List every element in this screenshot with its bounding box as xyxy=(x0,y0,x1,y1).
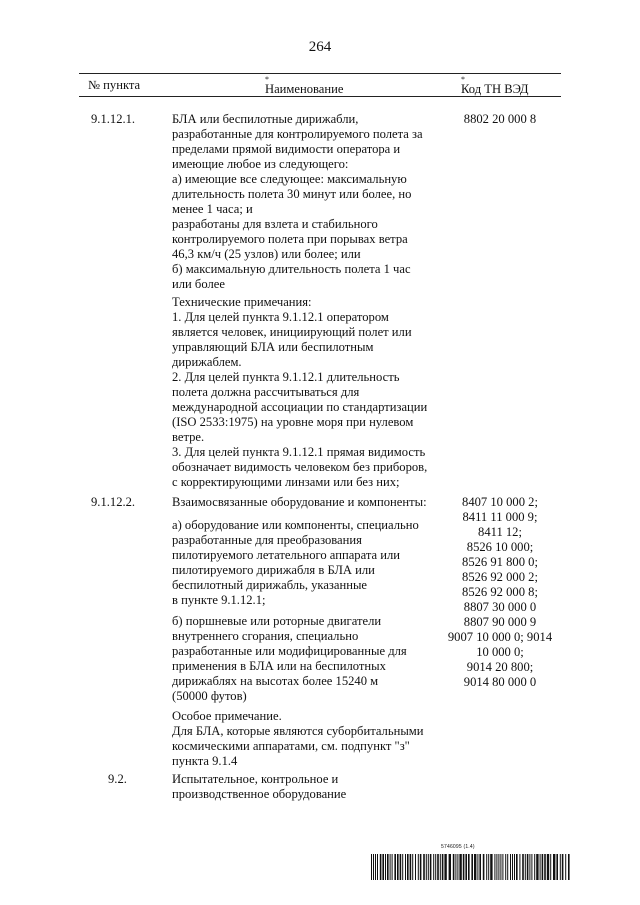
text-line: Испытательное, контрольное и xyxy=(172,772,339,786)
barcode-bar xyxy=(527,854,529,880)
barcode-bar xyxy=(502,854,503,880)
barcode-bar xyxy=(410,854,412,880)
barcode-bar xyxy=(405,854,406,880)
note-line: 1. Для целей пункта 9.1.12.1 оператором xyxy=(172,310,389,324)
item-part-b xyxy=(172,614,407,704)
header-code xyxy=(461,74,529,96)
note-line: управляющий БЛА или беспилотным xyxy=(172,340,374,354)
barcode-bar xyxy=(449,854,451,880)
barcode-bar xyxy=(471,854,473,880)
barcode-bar xyxy=(385,854,386,880)
note-line: является человек, инициирующий полет или xyxy=(172,325,412,339)
barcode-bar xyxy=(459,854,461,880)
item-description xyxy=(172,772,346,802)
barcode-bar xyxy=(562,854,564,880)
barcode-bar xyxy=(525,854,526,880)
barcode xyxy=(371,854,572,880)
note-line: полета должна рассчитываться для xyxy=(172,385,360,399)
tnved-code: 9014 20 800; xyxy=(466,660,534,674)
barcode-bar xyxy=(400,854,402,880)
text-line: Особое примечание. xyxy=(172,709,282,723)
tnved-code: 9007 10 000 0; 9014 xyxy=(447,630,553,644)
barcode-bar xyxy=(437,854,439,880)
barcode-bar xyxy=(426,854,427,880)
barcode-bar xyxy=(531,854,532,880)
note-line: дирижаблем. xyxy=(172,355,242,369)
barcode-bar xyxy=(394,854,396,880)
text-line: б) максимальную длительность полета 1 час xyxy=(172,262,411,276)
barcode-bar xyxy=(468,854,470,880)
barcode-bar xyxy=(490,854,492,880)
header-code-label: Код ТН ВЭД xyxy=(461,82,529,96)
barcode-bar xyxy=(510,854,511,880)
text-line: Для БЛА, которые являются суборбитальными xyxy=(172,724,424,738)
barcode-bar xyxy=(565,854,566,880)
barcode-bar xyxy=(444,854,446,880)
text-line: Взаимосвязанные оборудование и компоненты: xyxy=(172,495,427,509)
note-line: 3. Для целей пункта 9.1.12.1 прямая видимость xyxy=(172,445,426,459)
barcode-bar xyxy=(397,854,399,880)
text-line: применения в БЛА или на беспилотных xyxy=(172,659,386,673)
barcode-bar xyxy=(553,854,555,880)
item-description xyxy=(172,112,423,292)
text-line: в пункте 9.1.12.1; xyxy=(172,593,266,607)
barcode-bar xyxy=(516,854,518,880)
note-line: с корректирующими линзами или без них; xyxy=(172,475,400,489)
header-name-label: Наименование xyxy=(265,82,344,96)
barcode-bar xyxy=(423,854,425,880)
text-line: производственное оборудование xyxy=(172,787,347,801)
tnved-code: 8807 90 000 9 xyxy=(463,615,537,629)
text-line: разработаны для взлета и стабильного xyxy=(172,217,378,231)
barcode-bar xyxy=(430,854,432,880)
barcode-bar xyxy=(477,854,478,880)
barcode-bar xyxy=(453,854,455,880)
tnved-code: 8807 30 000 0 xyxy=(463,600,537,614)
barcode-bar xyxy=(380,854,382,880)
footnote-mark: * xyxy=(265,74,269,84)
text-line: БЛА или беспилотные дирижабли, xyxy=(172,112,359,126)
footnote-mark: * xyxy=(461,74,465,84)
tnved-code: 8526 91 800 0; xyxy=(462,555,538,569)
barcode-bar xyxy=(455,854,456,880)
text-line: а) имеющие все следующее: максимальную xyxy=(172,172,407,186)
barcode-label: 5746095 (1.4) xyxy=(441,844,475,850)
barcode-bar xyxy=(547,854,549,880)
item-codes xyxy=(440,495,560,690)
header-name xyxy=(265,74,344,96)
barcode-bar xyxy=(507,854,508,880)
tnved-code: 10 000 0; xyxy=(476,645,524,659)
text-line: космическими аппаратами, см. подпункт "з" xyxy=(172,739,410,753)
barcode-bar xyxy=(407,854,409,880)
text-line: (50000 футов) xyxy=(172,689,247,703)
barcode-bar xyxy=(371,854,372,880)
barcode-bar xyxy=(560,854,561,880)
barcode-bar xyxy=(534,854,535,880)
barcode-bar xyxy=(498,854,499,880)
tnved-code: 9014 80 000 0 xyxy=(463,675,537,689)
barcode-bar xyxy=(544,854,546,880)
note-line: ветре. xyxy=(172,430,205,444)
barcode-bar xyxy=(465,854,467,880)
tnved-code: 8411 11 000 9; xyxy=(462,510,538,524)
barcode-bar xyxy=(488,854,489,880)
text-line: длительность полета 30 минут или более, но xyxy=(172,187,412,201)
special-note xyxy=(172,709,424,769)
item-number: 9.2. xyxy=(108,772,127,786)
barcode-bar xyxy=(418,854,419,880)
barcode-bar xyxy=(463,854,465,880)
barcode-bar xyxy=(420,854,422,880)
barcode-bar xyxy=(375,854,376,880)
barcode-bar xyxy=(440,854,441,880)
barcode-bar xyxy=(483,854,485,880)
tnved-code: 8407 10 000 2; xyxy=(462,495,538,509)
barcode-bar xyxy=(382,854,384,880)
barcode-bar xyxy=(402,854,403,880)
barcode-bar xyxy=(412,854,413,880)
barcode-bar xyxy=(435,854,436,880)
text-line: беспилотный дирижабль, указанные xyxy=(172,578,368,592)
item-number: 9.1.12.2. xyxy=(91,495,136,509)
note-line: 2. Для целей пункта 9.1.12.1 длительность xyxy=(172,370,400,384)
tnved-code: 8526 10 000; xyxy=(466,540,534,554)
barcode-bar xyxy=(390,854,391,880)
barcode-bar xyxy=(522,854,524,880)
barcode-bar xyxy=(540,854,541,880)
note-line: обозначает видимость человеком без приборов, xyxy=(172,460,428,474)
text-line: контролируемого полета при порывах ветра xyxy=(172,232,408,246)
text-line: или более xyxy=(172,277,225,291)
barcode-bar xyxy=(512,854,513,880)
tnved-code: 8526 92 000 2; xyxy=(462,570,538,584)
barcode-bar xyxy=(377,854,378,880)
barcode-bar xyxy=(457,854,458,880)
barcode-bar xyxy=(542,854,544,880)
table-header xyxy=(79,73,561,97)
text-line: разработанные для преобразования xyxy=(172,533,362,547)
barcode-bar xyxy=(433,854,434,880)
text-line: пилотируемого дирижабля в БЛА или xyxy=(172,563,375,577)
page-number: 264 xyxy=(308,39,332,55)
barcode-bar xyxy=(373,854,374,880)
barcode-bar xyxy=(387,854,389,880)
barcode-bar xyxy=(505,854,506,880)
barcode-bar xyxy=(428,854,429,880)
technical-notes xyxy=(172,295,427,490)
text-line: внутреннего сгорания, специально xyxy=(172,629,359,643)
text-line: пределами прямой видимости оператора и xyxy=(172,142,401,156)
note-line: международной ассоциации по стандартизации xyxy=(172,400,428,414)
barcode-bar xyxy=(474,854,476,880)
barcode-bar xyxy=(514,854,515,880)
note-line: (ISO 2533:1975) на уровне моря при нулевом xyxy=(172,415,414,429)
text-line: разработанные или модифицированные для xyxy=(172,644,407,658)
text-line: 46,3 км/ч (25 узлов) или более; или xyxy=(172,247,361,261)
barcode-bar xyxy=(392,854,393,880)
tnved-code: 8526 92 000 8; xyxy=(462,585,538,599)
item-part-a xyxy=(172,518,419,608)
barcode-bar xyxy=(568,854,570,880)
note-line: Технические примечания: xyxy=(172,295,312,309)
text-line: разработанные для контролируемого полета за xyxy=(172,127,423,141)
item-intro xyxy=(172,495,427,510)
barcode-bar xyxy=(442,854,444,880)
barcode-bar xyxy=(519,854,520,880)
barcode-bar xyxy=(536,854,538,880)
barcode-bar xyxy=(486,854,487,880)
barcode-bar xyxy=(479,854,481,880)
text-line: имеющие любое из следующего: xyxy=(172,157,349,171)
text-line: пилотируемого летательного аппарата или xyxy=(172,548,401,562)
barcode-bar xyxy=(556,854,558,880)
barcode-bar xyxy=(494,854,495,880)
barcode-bar xyxy=(496,854,497,880)
text-line: менее 1 часа; и xyxy=(172,202,253,216)
tnved-code: 8411 12; xyxy=(478,525,522,539)
tnved-code: 8802 20 000 8 xyxy=(463,112,537,126)
text-line: пункта 9.1.4 xyxy=(172,754,238,768)
text-line: дирижаблях на высотах более 15240 м xyxy=(172,674,379,688)
item-codes xyxy=(440,112,560,127)
item-number: 9.1.12.1. xyxy=(91,112,136,126)
barcode-bar xyxy=(529,854,530,880)
barcode-bar xyxy=(550,854,551,880)
header-number: № пункта xyxy=(88,78,141,92)
text-line: а) оборудование или компоненты, специально xyxy=(172,518,419,532)
text-line: б) поршневые или роторные двигатели xyxy=(172,614,382,628)
barcode-bar xyxy=(415,854,416,880)
barcode-bar xyxy=(500,854,501,880)
